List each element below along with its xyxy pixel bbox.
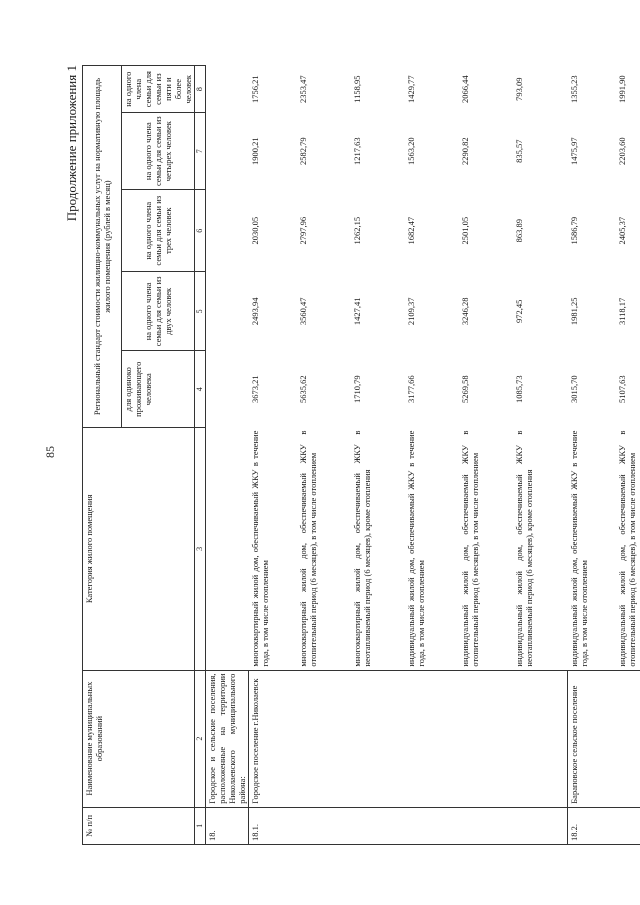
row-no — [297, 807, 351, 844]
row-value: 2109,37 — [406, 297, 417, 326]
row-value: 2493,94 — [249, 297, 260, 326]
header-name: Наименование муниципальных образований — [83, 670, 195, 807]
index-cell: 6 — [195, 190, 206, 272]
row-value: 972,45 — [514, 299, 525, 324]
table-row — [616, 66, 640, 845]
row-value: 3673,21 — [249, 375, 260, 404]
row-value: 1427,41 — [352, 297, 363, 326]
header-sub-1: для одиноко проживающего человека — [122, 351, 195, 428]
row-value: 5269,58 — [460, 375, 471, 404]
row-value: 2203,60 — [617, 137, 628, 165]
row-no — [351, 807, 405, 844]
row-no: 18.2. — [568, 807, 617, 844]
row-value: 1563,20 — [406, 137, 417, 165]
section-no: 18. — [206, 807, 249, 844]
housing-standard-table — [82, 65, 640, 845]
page-number: 85 — [43, 446, 57, 458]
header-sub-4: на одного члена семьи для семьи из четырех человек — [122, 113, 195, 190]
row-value: 3177,66 — [406, 375, 417, 404]
row-value: 3560,47 — [298, 297, 309, 326]
row-name — [459, 670, 513, 807]
row-no — [405, 807, 459, 844]
row-value: 1586,79 — [568, 216, 579, 245]
row-category: многоквартирный жилой дом, обеспечиваемый ЖКУ в отопительный период (6 месяцев), в том числе отоплением — [298, 430, 319, 667]
row-value: 1429,77 — [406, 75, 417, 103]
row-value: 1355,23 — [568, 75, 579, 103]
row-name — [513, 670, 568, 807]
row-category: многоквартирный жилой дом, обеспечиваемый ЖКУ в неотапливаемый период (6 месяцев), кроме отопления — [352, 430, 373, 667]
row-name: Бараповское сельское поселение — [568, 670, 617, 807]
continuation-heading: Продолжение приложения 1 — [64, 65, 79, 222]
index-row — [195, 66, 206, 845]
index-cell: 7 — [195, 113, 206, 190]
row-category: индивидуальный жилой дом, обеспечиваемый ЖКУ в отопительный период (6 месяцев), в том числе отоплением — [460, 430, 481, 667]
table-row — [405, 66, 459, 845]
row-value: 3015,70 — [568, 375, 579, 404]
header-sub-2: на одного члена семьи для семьи из двух человек — [122, 272, 195, 351]
row-value: 1756,21 — [249, 75, 260, 103]
index-cell: 5 — [195, 272, 206, 351]
row-value: 5635,62 — [298, 375, 309, 404]
table-row — [568, 66, 617, 845]
empty-cell — [206, 428, 249, 670]
row-value: 835,57 — [514, 139, 525, 163]
index-cell: 1 — [195, 807, 206, 844]
row-value: 863,89 — [514, 219, 525, 243]
row-value: 2290,82 — [460, 137, 471, 165]
row-name — [405, 670, 459, 807]
row-value: 1475,97 — [568, 137, 579, 165]
row-value: 1710,79 — [352, 375, 363, 404]
row-category: индивидуальный жилой дом, обеспечиваемый ЖКУ в неотапливаемый период (6 месяцев), кроме отопления — [514, 430, 535, 667]
row-category: индивидуальный жилой дом, обеспечиваемый ЖКУ в течение года, в том числе отоплением — [406, 430, 427, 667]
index-cell: 2 — [195, 670, 206, 807]
rotated-table-area — [64, 65, 638, 845]
table-row — [351, 66, 405, 845]
row-value: 3118,17 — [617, 297, 628, 326]
header-sub-3: на одного члена семьи для семьи из трех человек — [122, 190, 195, 272]
row-value: 1085,73 — [514, 375, 525, 404]
header-no: № п/п — [83, 807, 195, 844]
row-no — [459, 807, 513, 844]
row-value: 1158,95 — [352, 75, 363, 103]
header-sub-5: на одного члена семьи для семьи из пяти и более человек — [122, 66, 195, 113]
row-value: 2353,47 — [298, 75, 309, 103]
table-row — [459, 66, 513, 845]
row-value: 3246,28 — [460, 297, 471, 326]
row-value: 2797,96 — [298, 216, 309, 245]
row-no — [616, 807, 640, 844]
row-value: 2066,44 — [460, 75, 471, 103]
row-name — [297, 670, 351, 807]
table-row — [297, 66, 351, 845]
row-value: 793,09 — [514, 77, 525, 101]
index-cell: 3 — [195, 428, 206, 670]
row-category: индивидуальный жилой дом, обеспечиваемый ЖКУ в отопительный период (6 месяцев), в том числе отоплением — [617, 430, 638, 667]
section-row — [206, 66, 249, 845]
empty-cell — [206, 66, 249, 428]
table-row — [249, 66, 298, 845]
index-cell: 8 — [195, 66, 206, 113]
row-value: 1262,15 — [352, 216, 363, 245]
table-row — [513, 66, 568, 845]
row-value: 2501,05 — [460, 216, 471, 245]
row-value: 1900,21 — [249, 137, 260, 165]
row-value: 2405,37 — [617, 216, 628, 245]
section-name: Городское и сельские поселения, расположенные на территории Николаевского муниципального района: — [206, 670, 249, 807]
header-category: Категория жилого помещения — [83, 428, 195, 670]
row-name — [616, 670, 640, 807]
row-value: 1682,47 — [406, 216, 417, 245]
row-value: 1217,63 — [352, 137, 363, 165]
index-cell: 4 — [195, 351, 206, 428]
row-value: 2582,79 — [298, 137, 309, 165]
row-no: 18.1. — [249, 807, 298, 844]
row-value: 2030,05 — [249, 216, 260, 245]
row-value: 1981,25 — [568, 297, 579, 326]
row-no — [513, 807, 568, 844]
row-value: 1991,90 — [617, 75, 628, 103]
row-name: Городское поселение г.Николаевск — [249, 670, 298, 807]
header-row-1 — [83, 66, 122, 845]
row-category: индивидуальный жилой дом, обеспечиваемый ЖКУ в течение года, в том числе отоплением — [568, 430, 589, 667]
header-standard: Региональный стандарт стоимости жилищно-коммунальных услуг на нормативную площадь жилого помещения (рублей в месяц) — [83, 66, 122, 428]
row-value: 5107,63 — [617, 375, 628, 404]
row-name — [351, 670, 405, 807]
row-category: многоквартирный жилой дом, обеспечиваемый ЖКУ в течение года, в том числе отоплением — [249, 430, 270, 667]
